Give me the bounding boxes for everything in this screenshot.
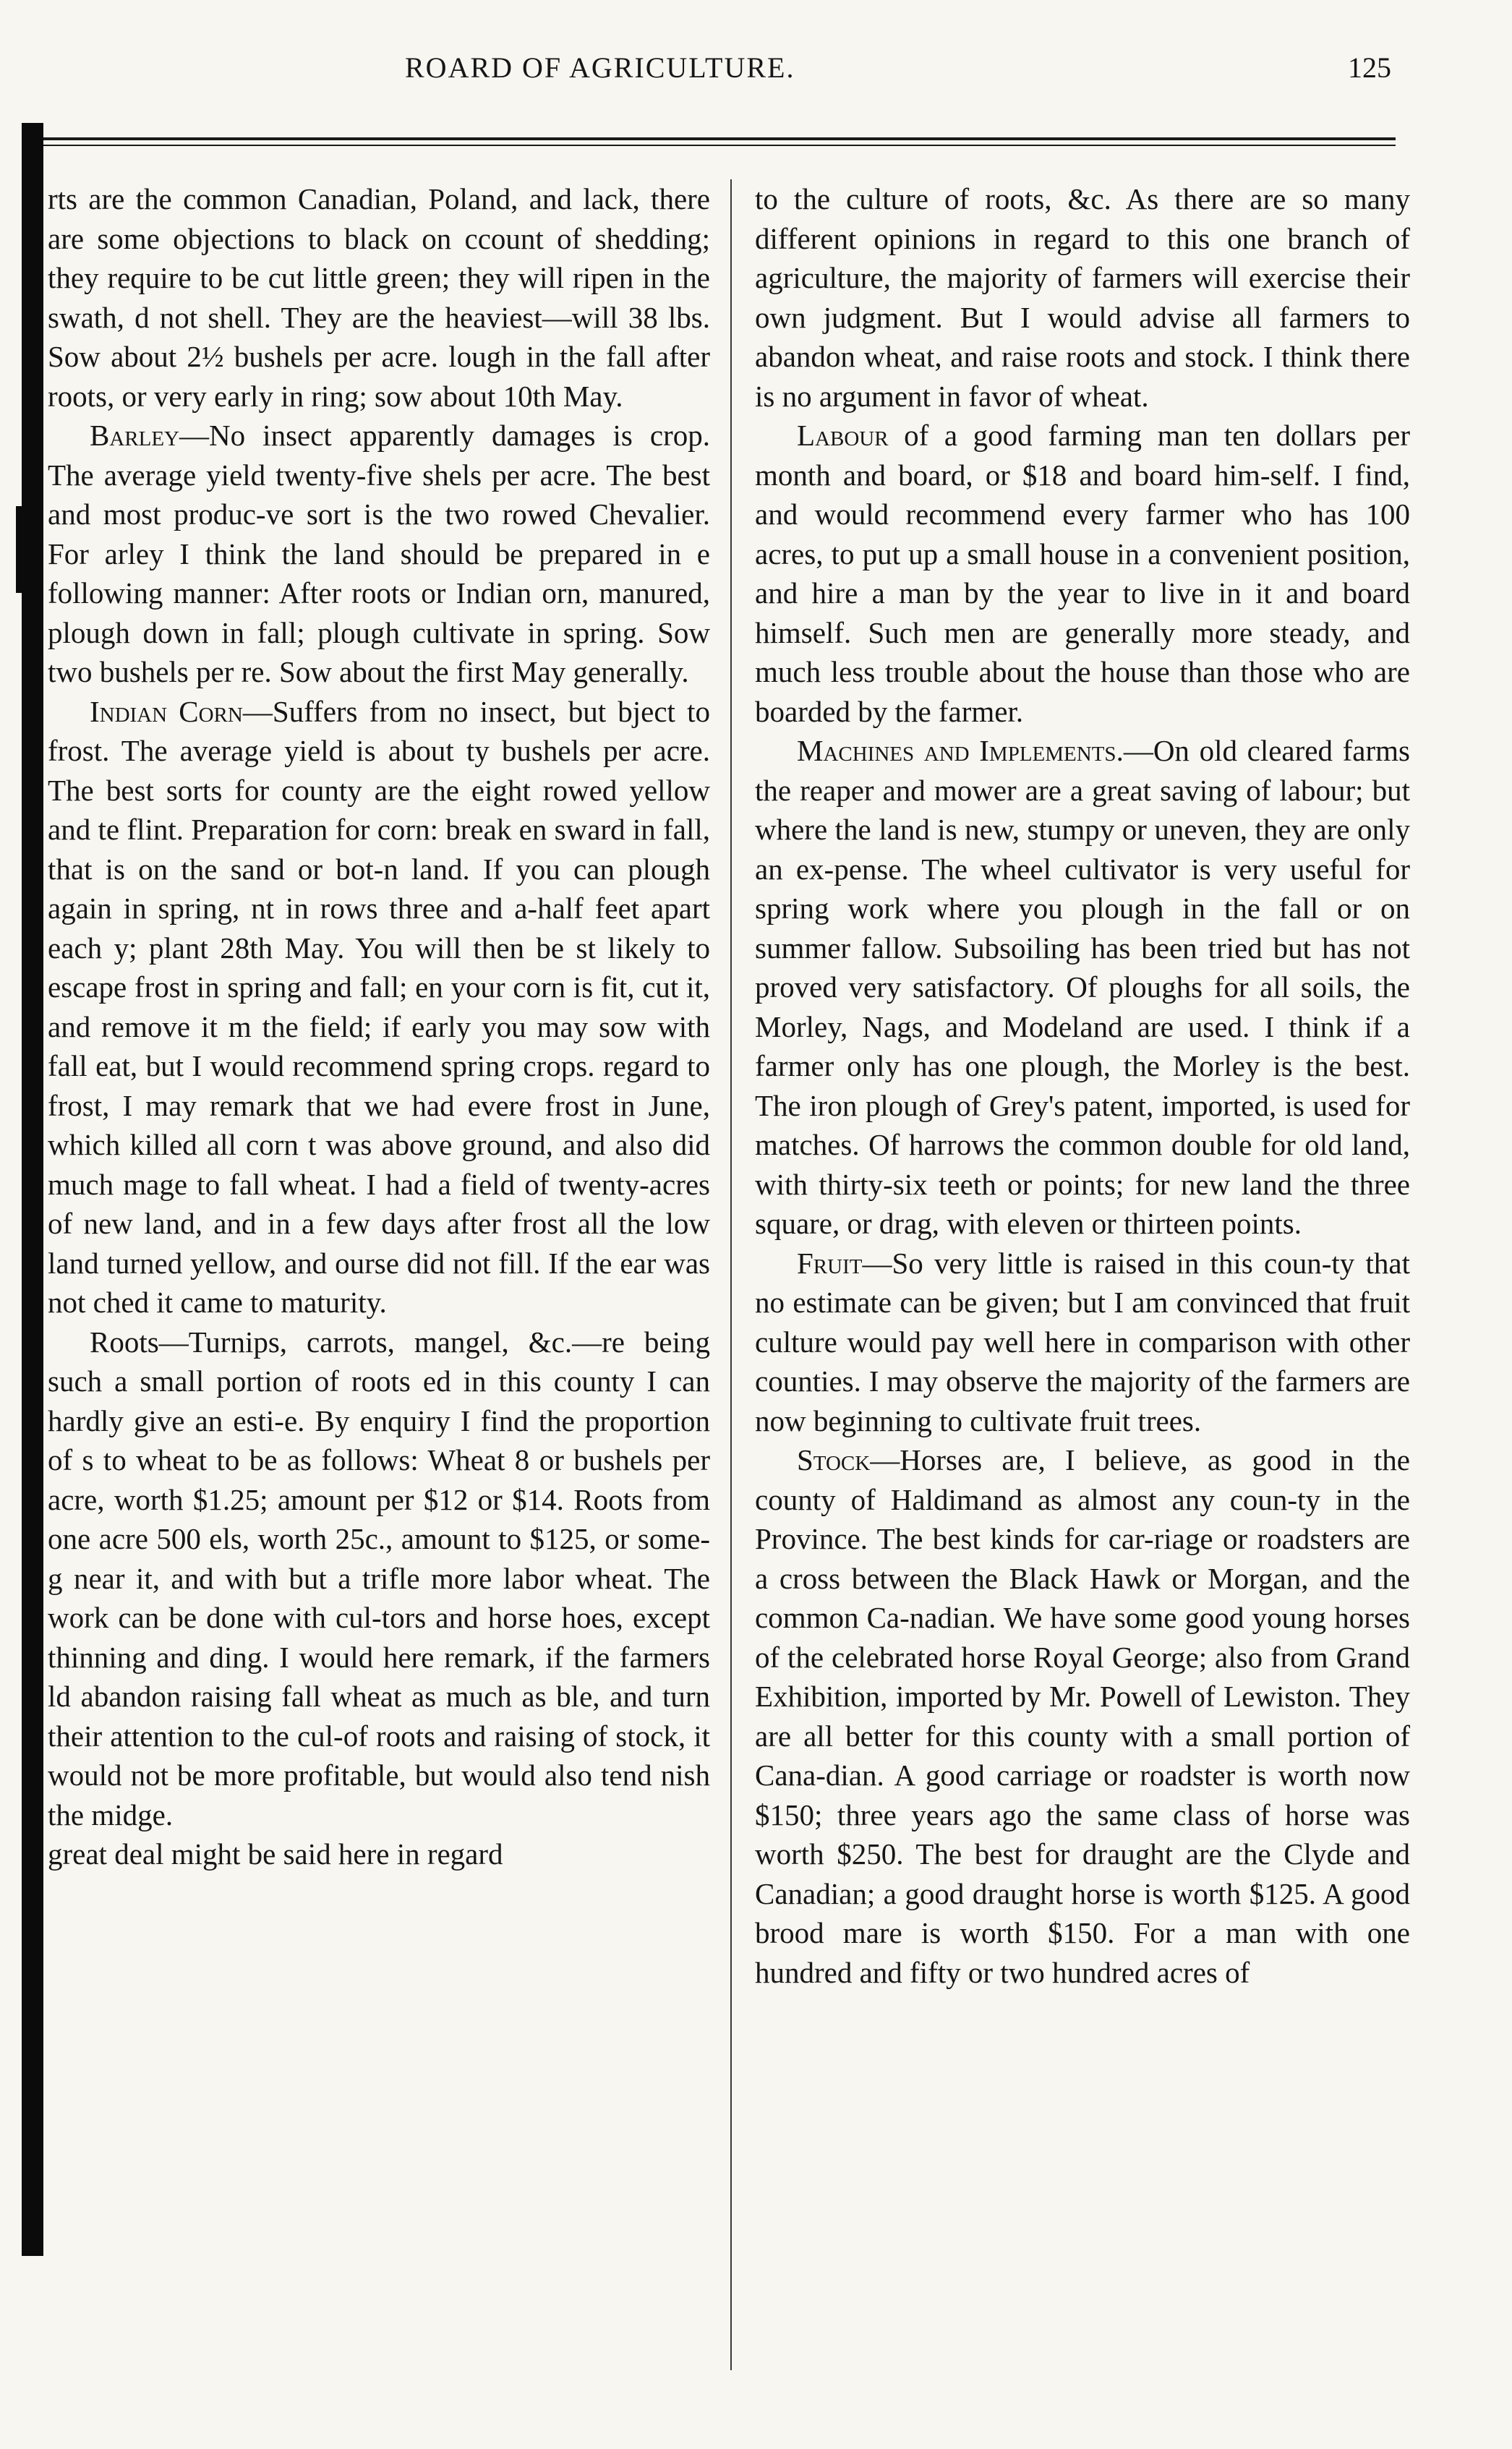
indian-corn-text: —Suffers from no insect, but bject to frost. The average yield is about ty bushels per acre. The best sorts for county are the eight rowed yellow and te flint. Preparation for corn: break en sward in fall, that is on the sand or bot-n land. If you can plough again in spring, nt in rows three and a-half feet apart each y; plant 28th May. You will then be st likely to escape frost in spring and fall; en your corn is fit, cut it, and remove it m the field; if early you may sow with fall eat, but I would recommend spring crops. regard to frost, I may remark that we had evere frost in June, which killed all corn t was above ground, and also did much mage to fall wheat. I had a field of twenty-acres of new land, and in a few days after frost all the low land turned yellow, and ourse did not fill. If the ear was not ched it came to maturity.: [48, 694, 710, 1319]
running-header: [0, 51, 1512, 108]
indian-corn-heading: Indian Corn: [90, 694, 243, 728]
binding-notch: [16, 506, 27, 593]
roots-heading: Roots: [90, 1325, 159, 1359]
right-column: [755, 179, 1410, 1992]
fruit-text: —So very little is raised in this coun-ty that no estimate can be given; but I am convinced that fruit culture would pay well here in comparison with other counties. I may observe the majority of the farmers are now beginning to cultivate fruit trees.: [755, 1246, 1410, 1437]
left-column: [48, 179, 710, 1874]
machines-text: .—On old cleared farms the reaper and mower are a great saving of labour; but where the land is new, stumpy or uneven, they are only an ex-pense. The wheel cultivator is very useful for spring work where you plough in the fall or on summer fallow. Subsoiling has been tried but has not proved very satisfactory. Of ploughs for all soils, the Morley, Nags, and Modeland are used. I think if a farmer only has one plough, the Morley is the best. The iron plough of Grey's patent, imported, is used for matches. Of harrows the common double for old land, with thirty-six teeth or points; for new land the three square, or drag, with eleven or thirteen points.: [755, 734, 1410, 1240]
roots-paragraph: [48, 1322, 710, 1835]
header-rule-thin: [43, 145, 1396, 146]
closing-line: great deal might be said here in regard: [48, 1837, 503, 1871]
running-title: ROARD OF AGRICULTURE.: [405, 51, 795, 84]
barley-heading: Barley: [90, 419, 180, 452]
binding-shadow: [22, 123, 43, 2256]
fruit-heading: Fruit: [797, 1246, 863, 1280]
barley-paragraph: [48, 416, 710, 692]
labour-heading: Labour: [797, 419, 889, 452]
column-divider: [730, 179, 732, 2370]
roots-continuation-paragraph: to the culture of roots, &c. As there are so many different opinions in regard to this one branch of agriculture, the majority of farmers will exercise their own judgment. But I would advise all farmers to abandon wheat, and raise roots and stock. I think there is no argument in favor of wheat.: [755, 182, 1410, 413]
barley-text: —No insect apparently damages is crop. The average yield twenty-five shels per acre. The best and most produc-ve sort is the two rowed Chevalier. For arley I think the land should be prepared in e following manner: After roots or Indian orn, manured, plough down in fall; plough cultivate in spring. Sow two bushels per re. Sow about the first May generally.: [48, 419, 710, 688]
oats-paragraph: rts are the common Canadian, Poland, and lack, there are some objections to black on ccount of shedding; they require to be cut little green; they will ripen in the swath, d not shell. They are the heaviest—will 38 lbs. Sow about 2½ bushels per acre. lough in the fall after roots, or very early in ring; sow about 10th May.: [48, 182, 710, 413]
machines-heading: Machines and Implements: [797, 734, 1116, 767]
indian-corn-paragraph: [48, 692, 710, 1322]
stock-paragraph: [755, 1440, 1410, 1992]
header-rule-thick: [43, 137, 1396, 140]
page-number: 125: [1348, 51, 1391, 84]
labour-text: of a good farming man ten dollars per month and board, or $18 and board him-self. I find, and would recommend every farmer who has 100 acres, to put up a small house in a convenient position, and hire a man by the year to live in it and board himself. Such men are generally more steady, and much less trouble about the house than those who are boarded by the farmer.: [755, 419, 1410, 728]
fruit-paragraph: [755, 1244, 1410, 1441]
roots-text: —Turnips, carrots, mangel, &c.—re being such a small portion of roots ed in this county I can hardly give an esti-e. By enquiry I find the proportion of s to wheat to be as follows: Wheat 8 or bushels per acre, worth $1.25; amount per $12 or $14. Roots from one acre 500 els, worth 25c., amount to $125, or some-g near it, and with but a trifle more labor wheat. The work can be done with cul-tors and horse hoes, except thinning and ding. I would here remark, if the farmers ld abandon raising fall wheat as much as ble, and turn their attention to the cul-of roots and raising of stock, it would not be more profitable, but would also tend nish the midge.: [48, 1325, 710, 1832]
stock-heading: Stock: [797, 1443, 871, 1476]
labour-paragraph: [755, 416, 1410, 731]
machines-paragraph: [755, 731, 1410, 1244]
stock-text: —Horses are, I believe, as good in the county of Haldimand as almost any coun-ty in the Province. The best kinds for car-riage or roadsters are a cross between the Black Hawk or Morgan, and the common Ca-nadian. We have some good young horses of the celebrated horse Royal George; also from Grand Exhibition, imported by Mr. Powell of Lewiston. They are all better for this county with a small portion of Cana-dian. A good carriage or roadster is worth now $150; three years ago the same class of horse was worth $250. The best for draught are the Clyde and Canadian; a good draught horse is worth $125. A good brood mare is worth $150. For a man with one hundred and fifty or two hundred acres of: [755, 1443, 1410, 1989]
